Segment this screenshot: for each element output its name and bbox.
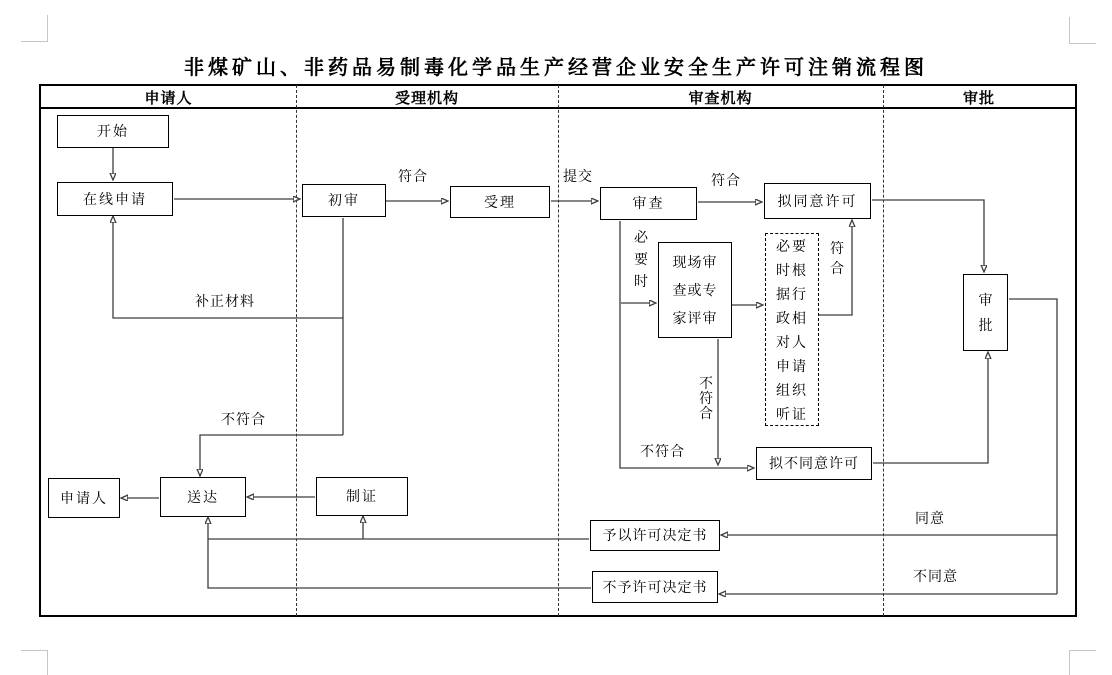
node-review [600, 187, 697, 220]
edge-label-conform-initial: 符合 [398, 168, 428, 184]
node-approve [963, 274, 1008, 351]
node-online-apply-label: 在线申请 [83, 190, 147, 207]
node-propose-approve-label: 拟同意许可 [777, 192, 858, 209]
node-hearing-note [765, 233, 819, 426]
lane-review-agency: 审查机构 [688, 90, 753, 107]
edge-label-not-conform-onsite: 不符合 [699, 375, 713, 421]
node-deliver-label: 送达 [187, 488, 219, 505]
edge-propose-deny-to-approve [873, 358, 988, 463]
edge-deny-to-deliver [208, 523, 591, 588]
node-initial-review-label: 初审 [328, 192, 360, 209]
node-onsite-review [658, 242, 732, 338]
node-review-label: 审查 [632, 195, 665, 212]
node-make-cert [316, 477, 408, 516]
node-onsite-review-label: 现场审查或专家评审 [672, 254, 718, 326]
edge-label-disagree: 不同意 [913, 568, 958, 584]
edge-label-conform-hearing: 符合 [830, 240, 844, 276]
node-make-cert-label: 制证 [346, 488, 378, 505]
node-start-label: 开始 [97, 123, 129, 140]
edge-label-supplement-materials: 补正材料 [195, 293, 255, 309]
node-grant-decision [590, 520, 720, 551]
node-online-apply [57, 182, 173, 216]
edge-not-conform-to-deliver [200, 435, 343, 470]
node-start [57, 115, 169, 148]
node-hearing-note-label: 必要时根据行政相对人申请组织听证 [776, 237, 808, 422]
node-approve-label: 审批 [978, 291, 993, 333]
node-grant-decision-label: 予以许可决定书 [602, 527, 708, 544]
page-title: 非煤矿山、非药品易制毒化学品生产经营企业安全生产许可注销流程图 [184, 57, 928, 79]
edge-label-when-necessary: 必要时 [634, 229, 648, 289]
node-deny-decision-label: 不予许可决定书 [602, 578, 708, 595]
node-accept-label: 受理 [484, 193, 516, 210]
node-deny-decision [592, 571, 718, 603]
node-propose-deny [756, 447, 872, 480]
node-propose-approve [764, 183, 871, 219]
node-applicant-end-label: 申请人 [60, 489, 108, 506]
edge-approve-trunk [1009, 299, 1057, 594]
node-initial-review [302, 184, 386, 217]
node-accept [450, 186, 550, 218]
edge-label-agree: 同意 [915, 510, 945, 526]
lane-accepting-agency: 受理机构 [394, 90, 459, 107]
edge-label-not-conform-review: 不符合 [640, 443, 685, 459]
node-applicant-end [48, 478, 120, 518]
node-deliver [160, 477, 246, 517]
lane-applicant: 申请人 [144, 90, 193, 107]
edge-label-submit: 提交 [563, 168, 593, 184]
lane-approval: 审批 [962, 90, 995, 107]
edge-label-not-conform-initial: 不符合 [221, 411, 266, 427]
edge-label-conform-review: 符合 [711, 172, 741, 188]
node-propose-deny-label: 拟不同意许可 [769, 455, 859, 472]
edge-propose-approve-to-approve [872, 200, 984, 266]
